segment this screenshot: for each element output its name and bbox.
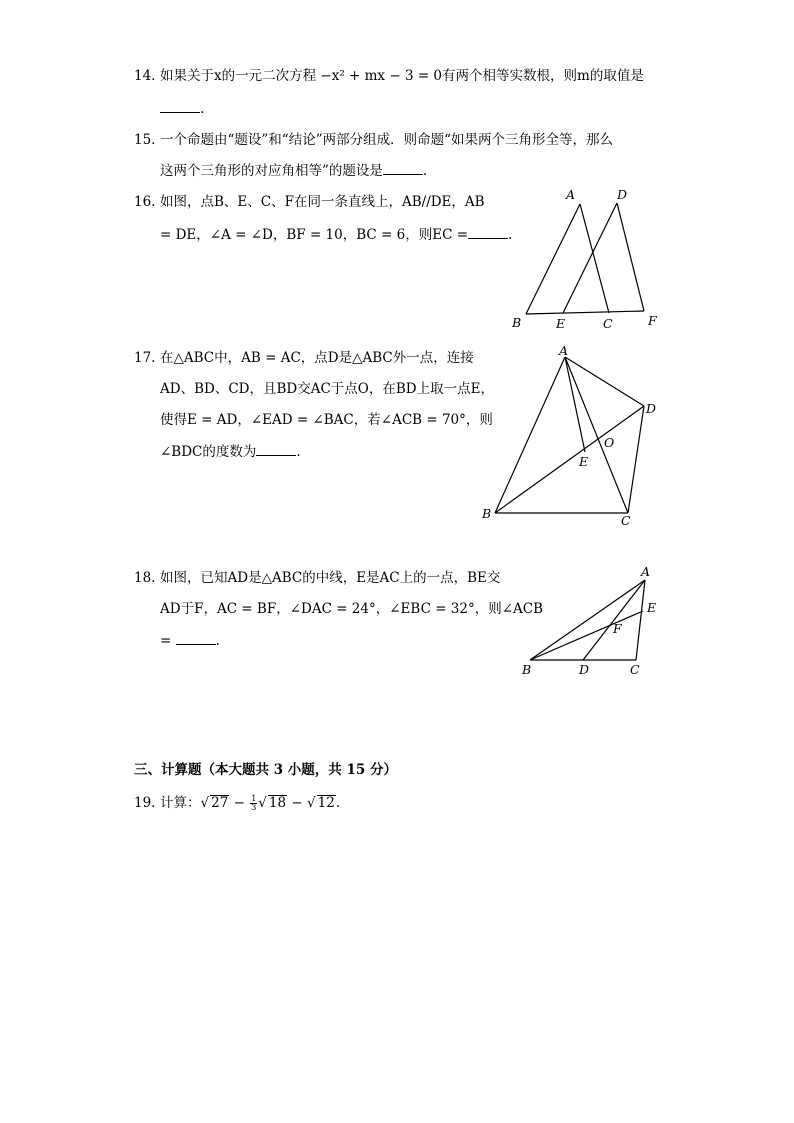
question-number: 15. (134, 132, 156, 148)
answer-blank[interactable] (383, 160, 423, 175)
label-C: C (603, 316, 613, 331)
answer-blank[interactable] (176, 630, 216, 645)
question-text-2: AD于F，AC = BF，∠DAC = 24°，∠EBC = 32°，则∠ACB (160, 601, 544, 617)
text: 这两个三角形的对应角相等”的题设是 (160, 163, 383, 179)
text: 计算： (160, 795, 201, 811)
answer-blank[interactable] (256, 441, 296, 456)
segment-DC (628, 406, 644, 513)
segment-DF (617, 203, 644, 311)
segment-AC (636, 580, 645, 660)
period: . (200, 101, 205, 117)
text: ∠BDC的度数为 (160, 444, 257, 460)
label-F: F (613, 621, 622, 636)
figure-17 (480, 340, 670, 530)
segment-AB (495, 357, 565, 513)
period: . (296, 444, 301, 460)
answer-blank[interactable] (468, 224, 508, 239)
text: = (160, 633, 172, 649)
segment-BA (526, 204, 580, 314)
period: . (335, 795, 341, 811)
question-text-4 (160, 441, 301, 462)
question-text (160, 793, 340, 813)
segment-BE (530, 611, 643, 660)
label-C: C (630, 662, 640, 677)
question-text-3 (160, 630, 220, 651)
question-number: 19. (134, 795, 156, 811)
segment-AE (565, 357, 585, 452)
operator: − (291, 795, 303, 811)
question-number: 18. (134, 570, 156, 586)
segment-AB (530, 580, 645, 660)
numerator: 1 (251, 794, 257, 803)
label-E: E (647, 600, 657, 615)
section-heading: 三、计算题（本大题共 3 小题，共 15 分） (134, 762, 397, 778)
text: = DE，∠A = ∠D，BF = 10，BC = 6，则EC = (160, 227, 469, 243)
segment-ED (563, 203, 617, 313)
sqrt-symbol: √ (307, 795, 316, 811)
segment-BF (526, 311, 644, 314)
question-text-3: 使得E = AD，∠EAD = ∠BAC，若∠ACB = 70°，则 (160, 412, 493, 428)
label-D: D (646, 401, 657, 416)
question-text: 如图，已知AD是△ABC的中线，E是AC上的一点，BE交 (160, 570, 501, 586)
label-C: C (621, 513, 631, 528)
label-B: B (482, 506, 492, 521)
radicand: 27 (211, 795, 229, 811)
period: . (508, 227, 513, 243)
radicand: 18 (268, 795, 287, 811)
sqrt-symbol: √ (258, 795, 267, 811)
question-number: 16. (134, 194, 156, 210)
question-text: 如果关于x的一元二次方程 −x² + mx − 3 = 0有两个相等实数根，则m的取值是 (160, 68, 644, 84)
segment-AD (583, 580, 645, 660)
sqrt-symbol: √ (200, 795, 210, 811)
answer-line (160, 98, 204, 119)
question-number: 17. (134, 350, 156, 366)
label-E: E (556, 316, 566, 331)
radicand: 12 (317, 795, 335, 811)
question-text: 在△ABC中，AB = AC，点D是△ABC外一点，连接 (160, 350, 474, 366)
question-text-2: AD、BD、CD，且BD交AC于点O，在BD上取一点E， (160, 381, 494, 397)
figure-16 (505, 180, 675, 335)
label-A: A (559, 343, 569, 358)
label-A: A (641, 564, 651, 579)
question-text: 一个命题由“题设”和“结论”两部分组成．则命题“如果两个三角形全等，那么 (160, 132, 614, 148)
answer-blank[interactable] (160, 98, 200, 113)
period: . (215, 633, 220, 649)
segment-AC (565, 357, 628, 513)
label-F: F (648, 313, 657, 328)
label-D: D (579, 662, 590, 677)
label-O: O (604, 435, 615, 450)
label-D: D (617, 187, 628, 202)
question-number: 14. (134, 68, 156, 84)
segment-AC (580, 204, 609, 313)
label-B: B (512, 315, 522, 330)
period: . (422, 163, 428, 179)
figure-18 (515, 560, 665, 680)
question-text-2 (160, 224, 512, 245)
question-text: 如图，点B、E、C、F在同一条直线上，AB//DE，AB (160, 194, 485, 210)
denominator: 3 (251, 803, 257, 812)
label-B: B (522, 662, 532, 677)
fraction (250, 795, 257, 812)
segment-AD (565, 357, 644, 406)
label-A: A (566, 187, 576, 202)
label-E: E (579, 454, 589, 469)
question-text-2 (160, 160, 427, 181)
operator: − (233, 795, 245, 811)
